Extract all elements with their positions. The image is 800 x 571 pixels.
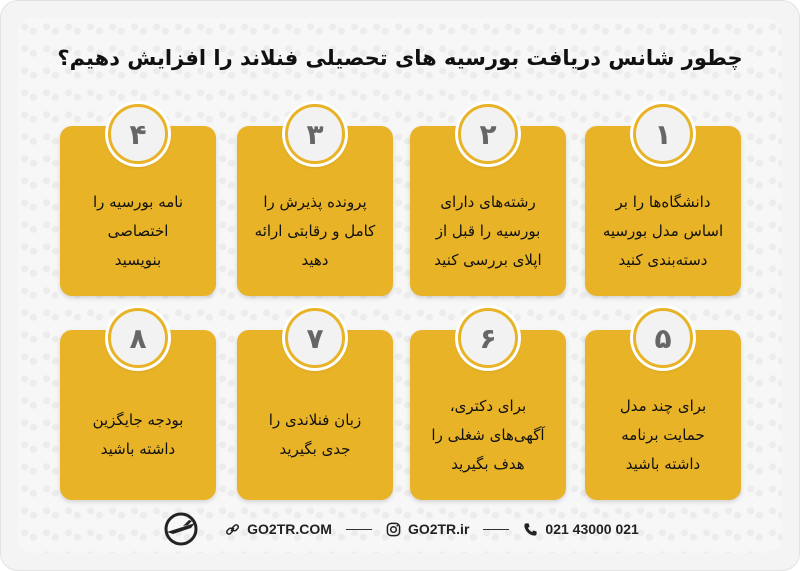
footer-phone[interactable] <box>523 521 638 537</box>
phone-icon <box>523 522 538 537</box>
card-line: دسته‌بندی کنید <box>618 250 708 269</box>
card-line: داشته باشید <box>100 440 176 458</box>
tip-card-3 <box>237 117 393 296</box>
card-line: برای دکتری، <box>449 396 527 415</box>
card-line: جدی بگیرید <box>279 440 351 458</box>
card-text <box>595 176 731 286</box>
card-line: زبان فنلاندی را <box>268 411 362 429</box>
tip-card-5 <box>585 321 741 500</box>
card-number: ۷ <box>306 321 324 355</box>
number-badge <box>108 104 168 164</box>
card-text <box>70 176 206 286</box>
card-line: حمایت برنامه <box>621 425 705 444</box>
footer <box>0 509 800 549</box>
number-badge <box>285 308 345 368</box>
card-text <box>420 176 556 286</box>
card-line: بودجه جایگزین <box>92 411 184 429</box>
card-number: ۳ <box>306 117 324 151</box>
card-line: داشته باشید <box>625 454 701 473</box>
card-line: آگهی‌های شغلی را <box>431 425 545 444</box>
card-number: ۲ <box>479 117 497 151</box>
card-line: اختصاصی <box>107 221 169 240</box>
card-line: بورسیه را قبل از <box>435 221 541 240</box>
card-number: ۵ <box>654 321 672 355</box>
footer-separator <box>346 529 372 530</box>
number-badge <box>458 104 518 164</box>
title-row <box>57 38 743 78</box>
card-text <box>595 380 731 490</box>
website-text: GO2TR.COM <box>247 521 332 537</box>
footer-website[interactable] <box>225 521 332 537</box>
card-line: رشته‌های دارای <box>440 192 536 211</box>
card-line: دانشگاه‌ها را بر <box>615 192 711 211</box>
card-number: ۱ <box>654 117 672 151</box>
card-number: ۸ <box>129 321 147 355</box>
number-badge <box>458 308 518 368</box>
phone-text: 021 43000 021 <box>545 521 639 537</box>
number-badge <box>285 104 345 164</box>
card-line: اپلای بررسی کنید <box>434 250 542 269</box>
instagram-icon <box>386 522 401 537</box>
card-line: برای چند مدل <box>619 396 707 415</box>
number-badge <box>108 308 168 368</box>
page-title: چطور شانس دریافت بورسیه های تحصیلی فنلاند را افزایش دهیم؟ <box>57 46 743 70</box>
tip-card-1 <box>585 117 741 296</box>
tip-card-2 <box>410 117 566 296</box>
footer-instagram[interactable] <box>386 521 469 537</box>
tip-card-7 <box>237 321 393 500</box>
tip-card-6 <box>410 321 566 500</box>
tip-card-8 <box>60 321 216 500</box>
link-icon <box>225 522 240 537</box>
card-text <box>247 380 383 490</box>
card-line: دهید <box>301 250 329 269</box>
go2tr-logo-icon <box>161 509 201 549</box>
card-line: کامل و رقابتی ارائه <box>254 221 376 240</box>
card-text <box>70 380 206 490</box>
card-text <box>420 380 556 490</box>
card-text <box>247 176 383 286</box>
card-number: ۴ <box>129 117 147 151</box>
card-line: اساس مدل بورسیه <box>602 221 724 240</box>
card-line: پرونده پذیرش را <box>263 192 367 211</box>
instagram-text: GO2TR.ir <box>407 521 470 537</box>
number-badge <box>633 308 693 368</box>
tip-card-4 <box>60 117 216 296</box>
card-number: ۶ <box>479 321 497 355</box>
footer-separator <box>483 529 509 530</box>
card-line: بنویسید <box>114 250 162 269</box>
card-line: هدف بگیرید <box>451 454 525 473</box>
number-badge <box>633 104 693 164</box>
card-line: نامه بورسیه را <box>92 192 184 211</box>
